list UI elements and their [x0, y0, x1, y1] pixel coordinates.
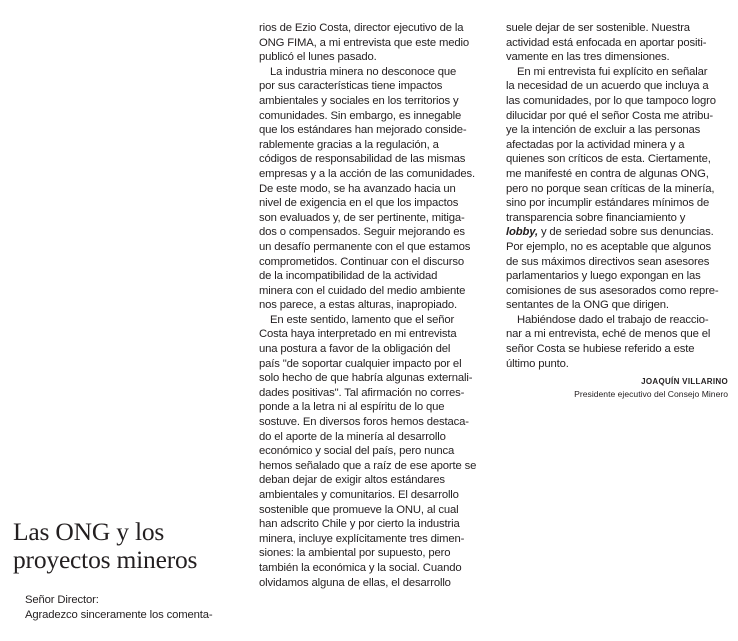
article-column-middle: [259, 21, 499, 590]
article-column-left: [25, 593, 225, 622]
paragraph-right-2-text-b: y de seriedad sobre sus denuncias. Por ejemplo, no es aceptable que algunos de sus máximos directivos sean asesores parlamentarios y luego expongan en las comisiones de sus asesorados como repre- sentantes de la ONG que dirigen.: [506, 226, 719, 312]
paragraph-right-3: Habiéndose dado el trabajo de reaccio- nar a mi entrevista, eché de menos que el señor Costa se hubiese referido a este último punto.: [506, 313, 711, 370]
paragraph-right-1: suele dejar de ser sostenible. Nuestra actividad está enfocada en aportar positi- vamente en las tres dimensiones.: [506, 22, 707, 64]
salutation: Señor Director:: [25, 594, 99, 606]
signature-title: Presidente ejecutivo del Consejo Minero: [574, 389, 728, 400]
signature-name: JOAQUÍN VILLARINO: [641, 377, 728, 387]
paragraph-right-2: [506, 65, 728, 313]
article-headline: Las ONG y los proyectos mineros: [13, 517, 198, 574]
signature-block: [506, 376, 728, 401]
article-column-right: [506, 21, 728, 401]
lobby-emphasis: lobby,: [506, 226, 538, 239]
paragraph-right-2-text-a: En mi entrevista fui explícito en señalar la necesidad de un acuerdo que incluya a las comunidades, por lo que tampoco logro dilucidar por qué el señor Costa me atribu- ye la intención de excluir a las personas afectadas por la actividad minera y a quienes son críticos de esta. Ciertamente, me manifesté en contra de algunas ONG, pero no porque sean críticas de la minería, sino por incumplir estándares mínimos de transparencia sobre financiamiento y: [506, 65, 716, 224]
paragraph-mid-2: La industria minera no desconoce que por sus características tiene impactos ambientales y sociales en los territorios y comunidades. Sin embargo, es innegable que los estándares han mejorado conside- rablemente gracias a la regulación, a códigos de responsabilidad de las mismas empresas y a la acción de las comunidades. De este modo, se ha avanzado hacia un nivel de exigencia en el que los impactos son evaluados y, de ser pertinente, mitiga- dos o compensados. Seguir mejorando es un desafío permanente con el que estamos comprometidos. Continuar con el discurso de la incompatibilidad de la actividad minera con el cuidado del medio ambiente nos parece, a estas alturas, inapropiado.: [259, 65, 475, 312]
paragraph-mid-3: En este sentido, lamento que el señor Costa haya interpretado en mi entrevista una postura a favor de la obligación del país "de soportar cualquier impacto por el solo hecho de que habría algunas externali- dades positivas". Tal afirmación no corres- ponde a la letra ni al espíritu de lo que sostuve. En diversos foros hemos destaca- do el aporte de la minería al desarrollo económico y social del país, pero nunca hemos señalado que a raíz de ese aporte se deban dejar de exigir altos estándares ambientales y comunitarios. El desarrollo sostenible que promueve la ONU, al cual han adscrito Chile y por cierto la industria minera, incluye explícitamente tres dimen- siones: la ambiental por supuesto, pero también la económica y la social. Cuando olvidamos alguna de ellas, el desarrollo: [259, 313, 477, 589]
paragraph-mid-1: rios de Ezio Costa, director ejecutivo de la ONG FIMA, a mi entrevista que este medio publicó el lunes pasado.: [259, 22, 469, 64]
paragraph-left-1: Agradezco sinceramente los comenta-: [25, 608, 213, 621]
